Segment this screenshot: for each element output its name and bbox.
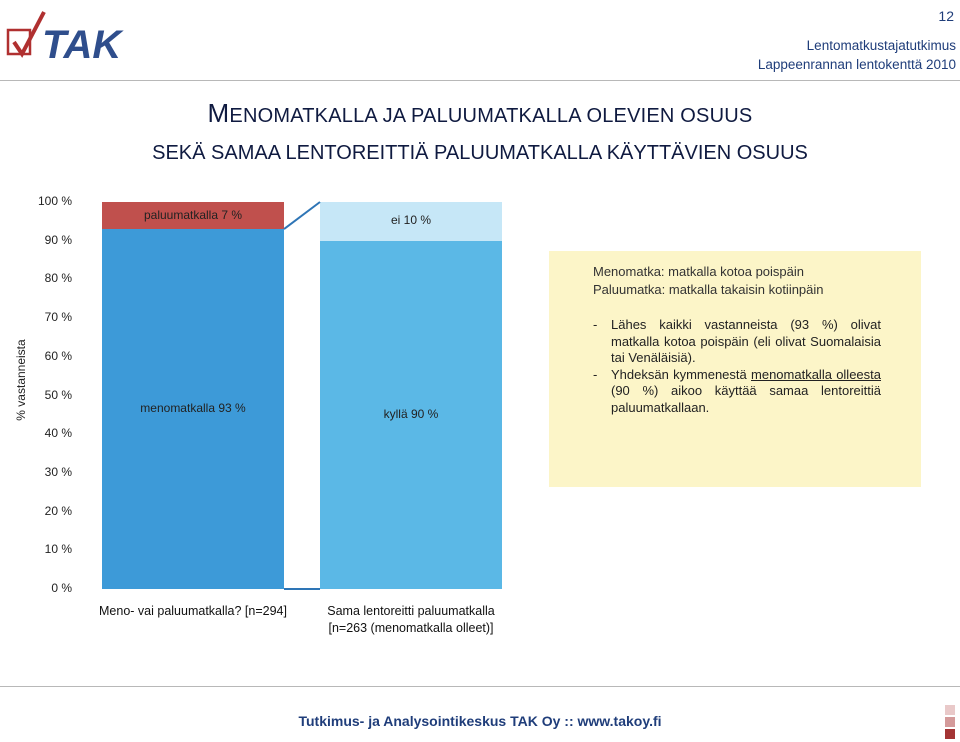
page-number: 12 [938,8,954,24]
y-tick-label: 80 % [44,271,72,286]
y-tick-label: 100 % [37,194,72,208]
finding-item: - Lähes kaikki vastanneista (93 %) olivat matkalla kotoa poispäin (eli olivat Suomalaisia tai Venäläisiä). [593,317,881,365]
y-axis-label: % vastanneista [14,339,28,421]
footer-decoration-icon [943,703,957,741]
report-title: Lentomatkustajatutkimus [806,38,956,53]
tak-logo [4,2,154,68]
y-tick-label: 0 % [51,581,72,595]
footer-text: Tutkimus- ja Analysointikeskus TAK Oy :: www.takoy.fi [298,713,662,729]
slide-title-line1 [0,98,960,129]
finding-2: Yhdeksän kymmenestä menomatkalla olleesta (90 %) aikoo käyttää samaa lentoreittiä paluumatkallaan. [611,366,881,415]
y-tick-label: 90 % [44,232,72,247]
bar [102,202,284,589]
x-category-line: [n=263 (menomatkalla olleet)] [328,621,494,635]
logo-text: TAK [42,23,122,67]
finding-item: - Yhdeksän kymmenestä menomatkalla olleesta (90 %) aikoo käyttää samaa lentoreittiä paluumatkallaan. [593,366,881,415]
x-category-label [290,603,532,637]
info-box [549,251,921,487]
y-tick-label: 40 % [44,426,72,441]
bar-data-label: ei 10 % [390,213,432,228]
underlined-phrase: menomatkalla olleesta [751,366,881,382]
bar [320,202,502,589]
footer-divider [0,686,960,687]
title-initial: M [207,98,230,128]
y-tick-label: 10 % [44,542,72,557]
tak-logo-mark [4,2,154,68]
x-category-line: Meno- vai paluumatkalla? [n=294] [99,604,287,618]
connector-line [284,202,320,229]
y-tick-label: 20 % [44,503,72,518]
definitions [593,263,824,299]
y-tick-label: 50 % [44,387,72,402]
y-tick-label: 60 % [44,348,72,363]
bar-data-label: menomatkalla 93 % [140,401,246,416]
header-divider [0,80,960,81]
report-info [758,36,956,74]
finding-1: Lähes kaikki vastanneista (93 %) olivat matkalla kotoa poispäin (eli olivat Suomalaisia tai Venäläisiä). [611,317,881,365]
slide-title-line2: SEKÄ SAMAA LENTOREITTIÄ PALUUMATKALLA KÄYTTÄVIEN OSUUS [152,142,808,164]
y-tick-label: 30 % [44,464,72,479]
report-subtitle: Lappeenrannan lentokenttä 2010 [757,57,956,72]
bar-data-label: kyllä 90 % [383,406,439,421]
y-tick-label: 70 % [44,310,72,325]
definition-menomatka: Menomatka: matkalla kotoa poispäin [593,264,805,279]
definition-paluumatka: Paluumatka: matkalla takaisin kotiinpäin [593,282,824,297]
findings-list [593,317,881,416]
title-rest: ENOMATKALLA JA PALUUMATKALLA OLEVIEN OSUUS [229,105,753,127]
x-category-label [72,603,314,620]
bar-data-label: paluumatkalla 7 % [143,207,243,222]
x-category-line: Sama lentoreitti paluumatkalla [327,604,495,618]
